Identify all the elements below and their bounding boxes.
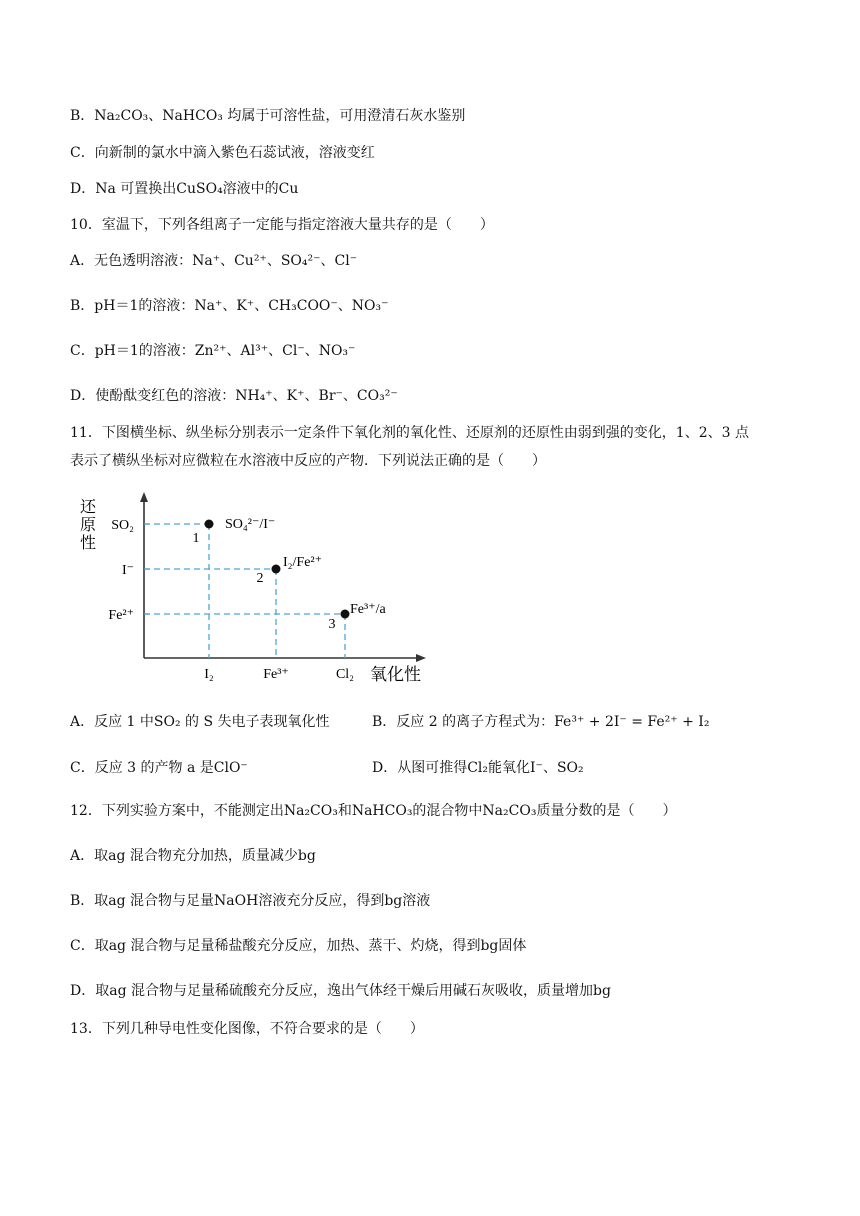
q11-stem-line1: 11．下图横坐标、纵坐标分别表示一定条件下氧化剂的氧化性、还原剂的还原性由弱到强的变化，1、2、3 点 [70, 425, 749, 441]
y-tick-so2: SO₂ [111, 518, 134, 533]
y-axis-title-1: 还 [79, 499, 97, 516]
q11-stem-line2: 表示了横纵坐标对应微粒在水溶液中反应的产物．下列说法正确的是（ ） [70, 453, 546, 469]
x-tick-cl2: Cl₂ [335, 667, 355, 682]
point-2-label: I₂/Fe²⁺ [283, 555, 323, 570]
y-tick-fe2: Fe²⁺ [108, 608, 134, 623]
point-1-num: 1 [192, 531, 200, 546]
q11-option-b: B．反应 2 的离子方程式为：Fe³⁺ + 2I⁻ = Fe²⁺ + I₂ [372, 714, 710, 730]
q12-option-b: B．取ag 混合物与足量NaOH溶液充分反应，得到bg溶液 [70, 893, 431, 909]
y-tick-i: I⁻ [121, 563, 134, 578]
x-tick-fe3: Fe³⁺ [263, 667, 289, 682]
redox-diagram [70, 490, 430, 690]
point-2-num: 2 [256, 571, 264, 586]
x-axis-title: 氧化性 [370, 665, 421, 684]
point-3-num: 3 [328, 617, 336, 632]
q11-option-a: A．反应 1 中SO₂ 的 S 失电子表现氧化性 [70, 714, 330, 730]
q12-stem: 12．下列实验方案中，不能测定出Na₂CO₃和NaHCO₃的混合物中Na₂CO₃质量分数的是（ ） [70, 803, 677, 819]
q11-option-d: D．从图可推得Cl₂能氧化I⁻、SO₂ [372, 760, 584, 776]
q12-option-a: A．取ag 混合物充分加热，质量减少bg [70, 848, 316, 864]
q10-option-d: D．使酚酞变红色的溶液：NH₄⁺、K⁺、Br⁻、CO₃²⁻ [70, 388, 398, 404]
q13-stem: 13．下列几种导电性变化图像，不符合要求的是（ ） [70, 1021, 424, 1037]
q10-option-c: C．pH＝1的溶液：Zn²⁺、Al³⁺、Cl⁻、NO₃⁻ [70, 343, 356, 359]
q9-option-c: C．向新制的氯水中滴入紫色石蕊试液，溶液变红 [70, 145, 375, 161]
point-3 [341, 610, 350, 619]
point-1 [205, 520, 214, 529]
q9-option-b: B．Na₂CO₃、NaHCO₃ 均属于可溶性盐，可用澄清石灰水鉴别 [70, 108, 466, 124]
q11-option-c: C．反应 3 的产物 a 是ClO⁻ [70, 760, 248, 776]
y-axis-title-3: 性 [79, 535, 97, 552]
y-axis-arrow [140, 492, 148, 502]
point-3-label: Fe³⁺/a [350, 602, 386, 617]
point-1-label: SO₄²⁻/I⁻ [225, 517, 276, 532]
q12-option-c: C．取ag 混合物与足量稀盐酸充分反应，加热、蒸干、灼烧，得到bg固体 [70, 938, 527, 954]
q10-stem: 10．室温下，下列各组离子一定能与指定溶液大量共存的是（ ） [70, 217, 494, 233]
q10-option-b: B．pH＝1的溶液：Na⁺、K⁺、CH₃COO⁻、NO₃⁻ [70, 298, 389, 314]
q9-option-d: D．Na 可置换出CuSO₄溶液中的Cu [70, 181, 299, 197]
point-2 [272, 565, 281, 574]
y-axis-title-2: 原 [79, 517, 97, 534]
x-axis-arrow [416, 654, 426, 662]
x-tick-i2: I₂ [204, 667, 214, 682]
q10-option-a: A．无色透明溶液：Na⁺、Cu²⁺、SO₄²⁻、Cl⁻ [70, 253, 358, 269]
q12-option-d: D．取ag 混合物与足量稀硫酸充分反应，逸出气体经干燥后用碱石灰吸收，质量增加bg [70, 983, 611, 999]
